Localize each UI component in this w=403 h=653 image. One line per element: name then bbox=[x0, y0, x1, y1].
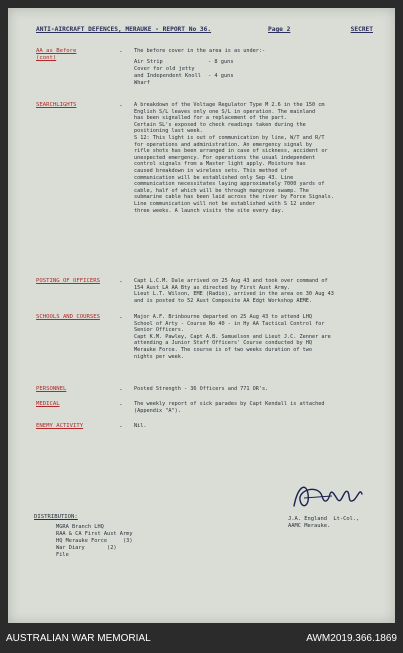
enemy-activity-text: Nil. bbox=[134, 423, 147, 429]
posting-text: Capt L.C.M. Dale arrived on 25 Aug 43 and took over command of 154 Aust LA AA Bty as directed by First Aust Army. Lieut L.T. Wilson, EME (Radio), arrived in the area on 30 Aug 43 and is posted to 52 Aust Composite AA Edgt Workshop AEME. bbox=[134, 278, 334, 304]
personnel-text: Posted Strength - 36 Officers and 771 OR's. bbox=[134, 386, 269, 392]
aa-before-intro: The before cover in the area is as under:- bbox=[134, 48, 266, 54]
searchlights-label: SEARCHLIGHTS bbox=[36, 102, 77, 108]
distribution-list: MGRA Branch LHQ RAA & CA First Aust Army HQ Merauke Force (3) War Diary (2) File bbox=[56, 524, 133, 558]
aa-row-right-1: - 8 guns bbox=[208, 59, 234, 65]
aa-row-left-4: Wharf bbox=[134, 80, 150, 86]
aa-row-right-3: - 4 guns bbox=[208, 73, 234, 79]
dash: - bbox=[119, 102, 123, 109]
footer-accession-number: AWM2019.366.1869 bbox=[306, 633, 397, 644]
medical-label: MEDICAL bbox=[36, 401, 60, 407]
signatory-block: J.A. England Lt-Col., AAMC Merauke. bbox=[288, 516, 360, 529]
enemy-activity-label: ENEMY ACTIVITY bbox=[36, 423, 84, 429]
dash: - bbox=[119, 401, 123, 408]
dash: - bbox=[119, 386, 123, 393]
dash: - bbox=[119, 314, 123, 321]
medical-text: The weekly report of sick parades by Capt Kendall is attached (Appendix "A"). bbox=[134, 401, 325, 414]
classification-stamp: SECRET bbox=[350, 26, 373, 33]
aa-row-left-2: Cover for old jetty bbox=[134, 66, 195, 72]
dash: - bbox=[119, 278, 123, 285]
footer-institution: AUSTRALIAN WAR MEMORIAL bbox=[6, 633, 151, 644]
schools-label: SCHOOLS AND COURSES bbox=[36, 314, 100, 320]
personnel-label: PERSONNEL bbox=[36, 386, 67, 392]
handwritten-signature bbox=[288, 476, 368, 516]
schools-text: Major A.F. Brinbourne departed on 25 Aug 43 to attend LHQ School of Arty - Course No 40 - in Hy AA Tactical Control for Senior Officers. Capt K.M. Pawley, Capt A.B. Samuelson and Lieut J.C. Zenner are attending a Junior Staff Officers' Course conducted by HQ Merauke Force. The course is of two weeks duration of two nights per week. bbox=[134, 314, 331, 360]
searchlights-text: A breakdown of the Voltage Regulator Type M 2.6 in the 150 cm English S/L leaves only one S/L in operation. The mainland has been signalled for a replacement of the part. Certain SL's exposed to check readings taken during the positioning last week. S 12: This light is out of communication by line, W/T and R/T for operations and administration. An emergency signal by rifle shots has been arranged in case of sickness, accident or unexpected emergency. For operations the usual independent control signals from a Master light apply. Moisture has caused breakdown in wireless sets. This method of communication will be established only Sep 43. Line communication necessitates laying approximately 7000 yards of cable, half of which will be through mangrove swamp. The submarine cable has been laid across the river by Force Signals. Line communication will not be established with S 12 under three weeks. A launch visits the site every day. bbox=[134, 102, 334, 214]
footer-bar bbox=[0, 625, 403, 653]
report-title: ANTI-AIRCRAFT DEFENCES, MERAUKE - REPORT No 36. bbox=[36, 26, 212, 33]
dash: - bbox=[119, 423, 123, 430]
aa-row-left-3: and Independent Knoll bbox=[134, 73, 201, 79]
aa-before-label: AA as Before (cont) bbox=[36, 48, 77, 61]
report-header bbox=[36, 26, 373, 40]
distribution-title: DISTRIBUTION: bbox=[34, 514, 78, 520]
document-page bbox=[8, 8, 395, 623]
dash: - bbox=[119, 48, 123, 55]
posting-label: POSTING OF OFFICERS bbox=[36, 278, 100, 284]
page-number: Page 2 bbox=[268, 26, 291, 33]
aa-row-left-1: Air Strip bbox=[134, 59, 163, 65]
